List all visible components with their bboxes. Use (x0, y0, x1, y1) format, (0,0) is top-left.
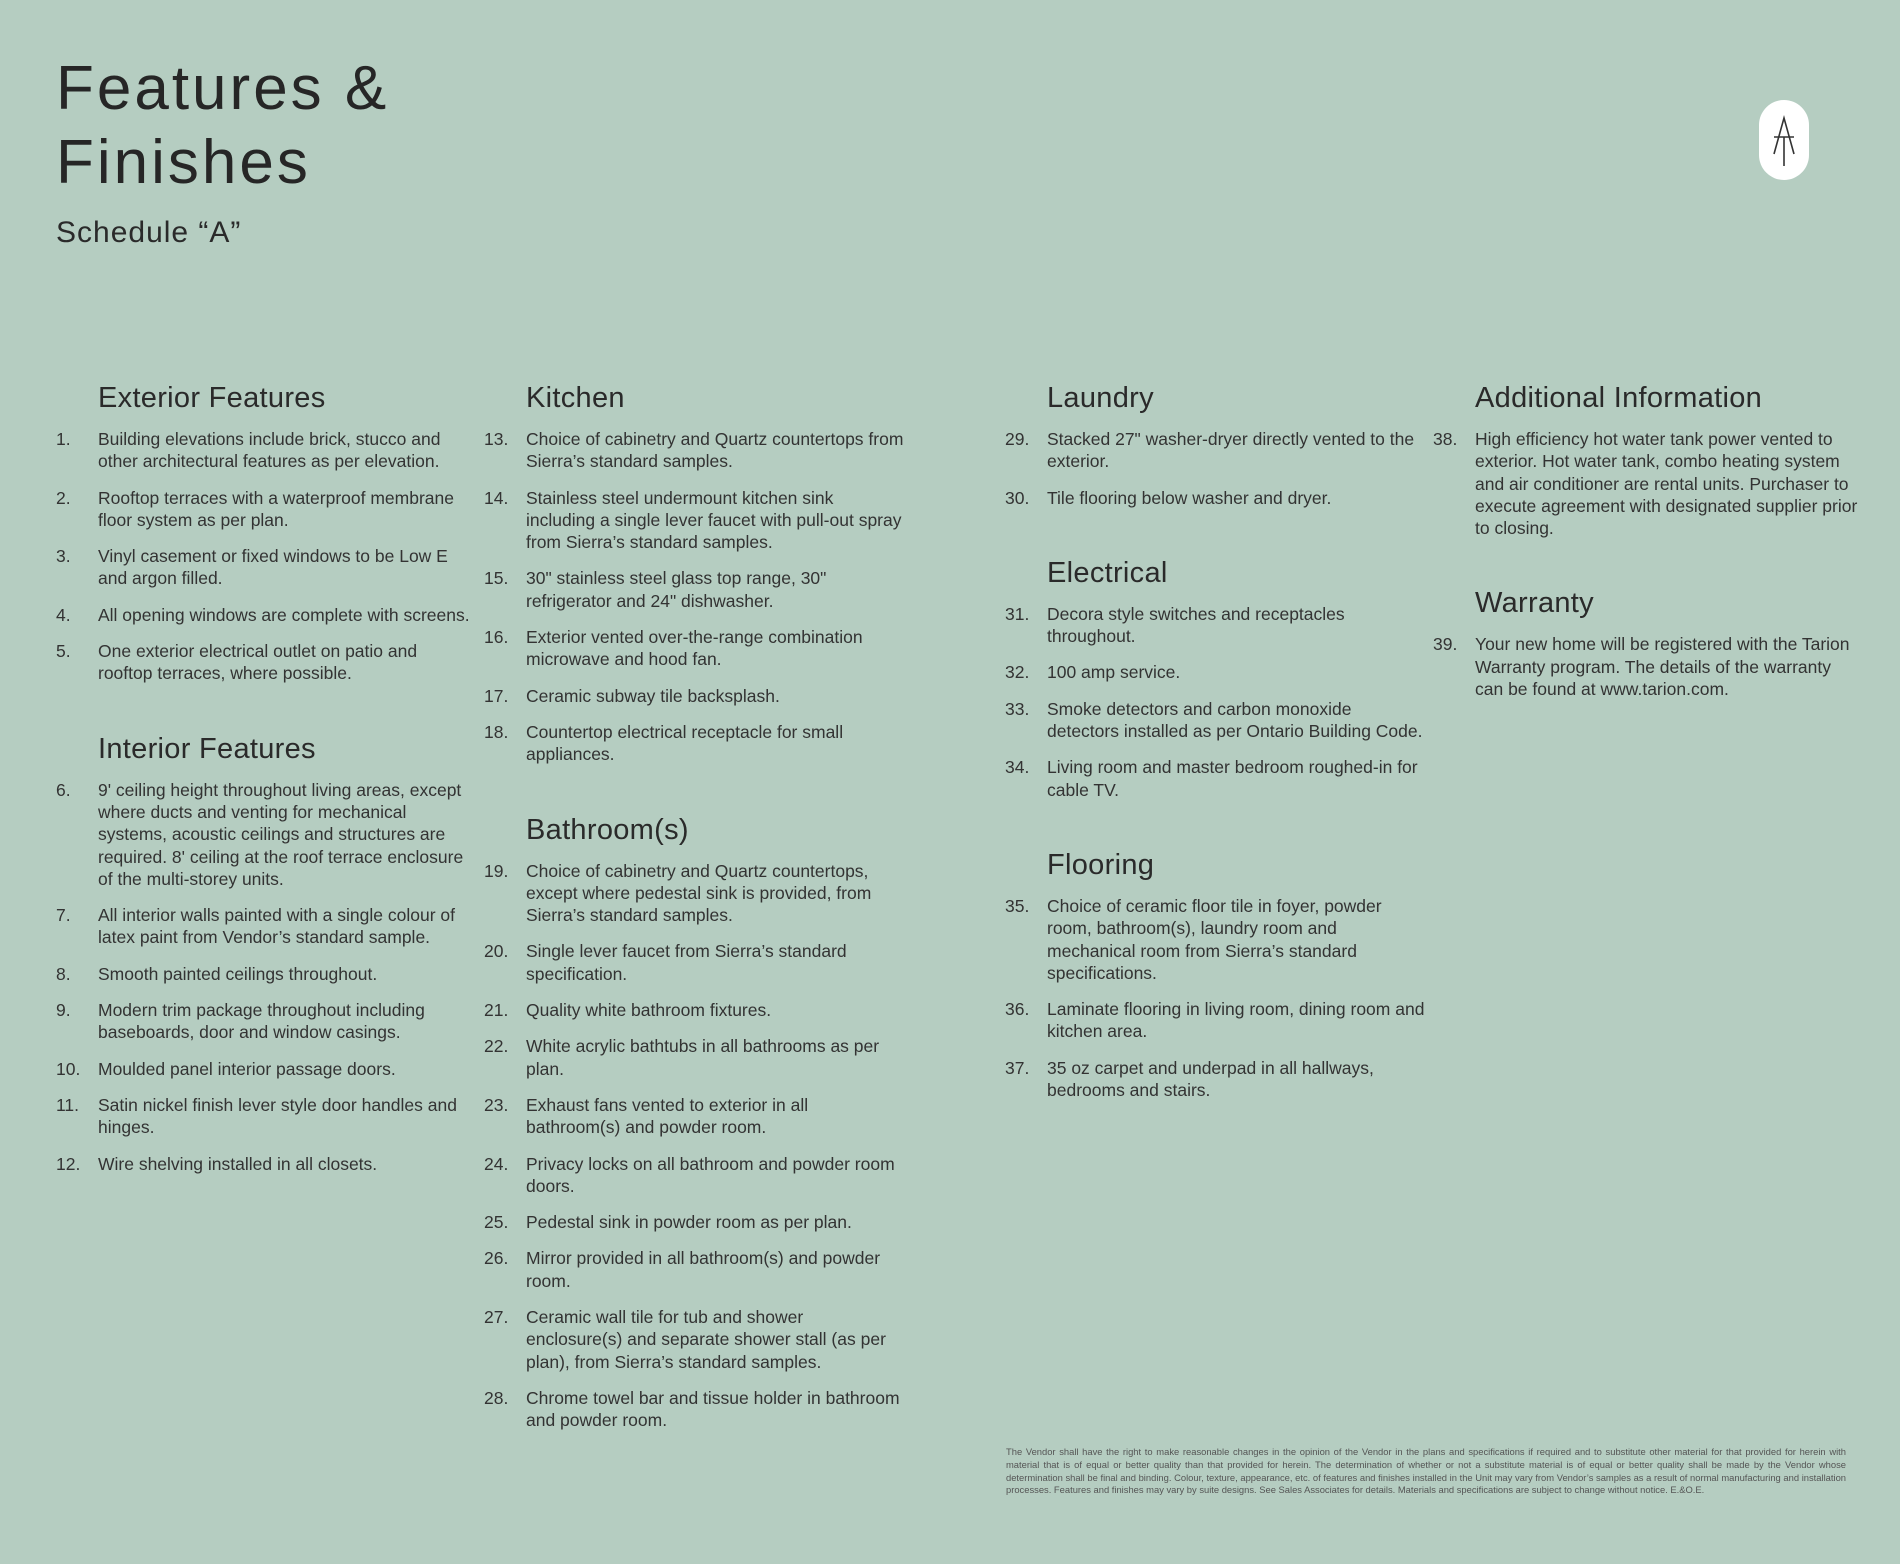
list-item (56, 1058, 476, 1080)
item-number: 1. (56, 429, 71, 449)
item-text: Your new home will be registered with the Tarion Warranty program. The details of the warranty can be found at www.tarion.com. (1475, 634, 1850, 700)
list-item (484, 721, 904, 766)
page-title (56, 52, 389, 200)
item-number: 35. (1005, 895, 1030, 916)
item-text: Modern trim package throughout including baseboards, door and window casings. (98, 1000, 425, 1043)
list-item (484, 1153, 904, 1198)
list-item (1005, 895, 1425, 984)
list-item (56, 904, 476, 949)
feature-list (484, 860, 904, 1432)
item-number: 34. (1005, 757, 1030, 778)
item-number: 11. (56, 1094, 80, 1115)
item-text: Mirror provided in all bathroom(s) and powder room. (526, 1248, 881, 1291)
list-item (1433, 633, 1863, 700)
item-text: Choice of cabinetry and Quartz countertops, except where pedestal sink is provided, from Sierra’s standard samples. (526, 860, 872, 926)
item-number: 39. (1433, 634, 1458, 655)
section-flooring (1005, 845, 1425, 1101)
list-item (1005, 1057, 1425, 1102)
item-text: Building elevations include brick, stucco and other architectural features as per elevation. (98, 429, 441, 472)
section-additional-information (1433, 378, 1863, 539)
item-number: 26. (484, 1248, 509, 1269)
item-number: 24. (484, 1153, 509, 1174)
item-number: 28. (484, 1387, 509, 1408)
section-laundry (1005, 378, 1425, 509)
section-title: Kitchen (526, 382, 625, 414)
item-text: Decora style switches and receptacles throughout. (1047, 603, 1345, 647)
list-item (1005, 756, 1425, 801)
feature-list (1005, 603, 1425, 801)
item-text: Quality white bathroom fixtures. (526, 1000, 772, 1021)
item-text: 9' ceiling height throughout living areas, except where ducts and venting for mechanical systems, acoustic ceilings and structures are required. 8' ceiling at the roof terrace enclosure of the multi-storey units. (98, 779, 464, 889)
legal-disclaimer: The Vendor shall have the right to make reasonable changes in the opinion of the Vendor in the plans and specifications if required and to substitute other material for that provided for herein with material that is of equal or better quality than that provided for herein. The determination of whether or not a substitute material is of equal or better quality shall be made by the Vendor whose determination shall be final and binding. Colour, texture, appearance, etc. of features and finishes installed in the Unit may vary from Vendor’s samples as a result of normal manufacturing and installation processes. Features and finishes may vary by suite designs. See Sales Associates for details. Materials and specifications are subject to change without notice. E.&O.E. (1006, 1446, 1846, 1496)
section-title: Bathroom(s) (526, 813, 689, 846)
item-number: 2. (56, 487, 71, 508)
item-text: Moulded panel interior passage doors. (98, 1058, 396, 1079)
item-number: 3. (56, 546, 71, 567)
item-text: Privacy locks on all bathroom and powder room doors. (526, 1153, 895, 1196)
item-number: 37. (1005, 1057, 1030, 1078)
item-number: 15. (484, 568, 509, 589)
list-item (56, 1094, 476, 1139)
item-text: Single lever faucet from Sierra’s standard specification. (526, 941, 847, 984)
item-number: 38. (1433, 429, 1458, 449)
section-title: Additional Information (1475, 382, 1763, 414)
feature-list (1433, 633, 1863, 700)
item-text: Stacked 27" washer-dryer directly vented to the exterior. (1047, 429, 1415, 472)
list-item (1005, 603, 1425, 648)
list-item (56, 428, 476, 473)
a-t-monogram-icon (1759, 100, 1809, 180)
item-text: All opening windows are complete with screens. (98, 604, 470, 625)
item-text: Choice of ceramic floor tile in foyer, powder room, bathroom(s), laundry room and mechanical room from Sierra’s standard specifications. (1047, 895, 1382, 983)
section-title: Exterior Features (98, 382, 326, 414)
item-number: 13. (484, 429, 509, 449)
list-item (56, 1153, 476, 1175)
item-number: 8. (56, 963, 71, 984)
item-text: Living room and master bedroom roughed-in for cable TV. (1047, 757, 1418, 800)
section-warranty (1433, 583, 1863, 700)
list-item (484, 1247, 904, 1292)
list-item (56, 487, 476, 532)
list-item (484, 1035, 904, 1080)
section-title: Laundry (1047, 382, 1154, 414)
item-text: 100 amp service. (1047, 662, 1181, 683)
list-item (484, 860, 904, 927)
item-number: 4. (56, 604, 71, 625)
feature-list (1005, 895, 1425, 1101)
column-1 (56, 378, 476, 1219)
list-item (484, 685, 904, 707)
section-exterior-features (56, 378, 476, 685)
item-number: 6. (56, 779, 71, 800)
list-item (56, 779, 476, 890)
item-text: Countertop electrical receptacle for small appliances. (526, 721, 844, 765)
item-number: 10. (56, 1058, 81, 1079)
list-item (1005, 698, 1425, 743)
item-number: 20. (484, 941, 509, 962)
item-number: 36. (1005, 999, 1030, 1020)
item-text: High efficiency hot water tank power vented to exterior. Hot water tank, combo heating system and air conditioner are rental units. Purchaser to execute agreement with designated supplier prior to closing. (1475, 429, 1858, 539)
item-text: Exterior vented over-the-range combination microwave and hood fan. (526, 627, 863, 670)
item-number: 23. (484, 1094, 509, 1115)
list-item (484, 1211, 904, 1233)
item-text: Ceramic wall tile for tub and shower enclosure(s) and separate shower stall (as per plan), from Sierra’s standard samples. (526, 1307, 886, 1372)
list-item (484, 567, 904, 612)
item-number: 25. (484, 1212, 509, 1233)
page-title-line-2: Finishes (56, 128, 311, 197)
column-2 (484, 378, 904, 1476)
item-number: 19. (484, 860, 509, 881)
section-electrical (1005, 553, 1425, 801)
page-title-line-1: Features & (56, 54, 390, 123)
feature-list (56, 428, 476, 685)
item-text: Chrome towel bar and tissue holder in bathroom and powder room. (526, 1387, 900, 1431)
item-text: Smoke detectors and carbon monoxide detectors installed as per Ontario Building Code. (1047, 698, 1423, 742)
item-text: Satin nickel finish lever style door handles and hinges. (98, 1094, 457, 1138)
list-item (484, 999, 904, 1021)
item-text: Ceramic subway tile backsplash. (526, 685, 780, 706)
item-number: 32. (1005, 662, 1030, 683)
section-title: Warranty (1475, 587, 1594, 620)
list-item (56, 999, 476, 1044)
list-item (1433, 428, 1863, 539)
section-title: Interior Features (98, 732, 316, 765)
item-text: 35 oz carpet and underpad in all hallways, bedrooms and stairs. (1047, 1057, 1374, 1101)
item-number: 17. (484, 685, 509, 706)
item-number: 9. (56, 1000, 71, 1021)
list-item (1005, 428, 1425, 473)
item-number: 27. (484, 1307, 509, 1328)
item-number: 21. (484, 1000, 509, 1021)
list-item (484, 428, 904, 473)
item-number: 14. (484, 487, 509, 508)
item-text: Exhaust fans vented to exterior in all bathroom(s) and powder room. (526, 1094, 809, 1138)
item-text: Rooftop terraces with a waterproof membrane floor system as per plan. (98, 487, 454, 530)
section-interior-features (56, 729, 476, 1175)
item-text: White acrylic bathtubs in all bathrooms as per plan. (526, 1036, 880, 1079)
item-text: Wire shelving installed in all closets. (98, 1153, 378, 1174)
item-number: 5. (56, 641, 71, 662)
section-title: Electrical (1047, 556, 1168, 589)
section-title: Flooring (1047, 848, 1155, 881)
section-bathrooms (484, 810, 904, 1432)
item-number: 33. (1005, 698, 1030, 719)
item-text: One exterior electrical outlet on patio and rooftop terraces, where possible. (98, 641, 418, 684)
item-text: Stainless steel undermount kitchen sink including a single lever faucet with pull-out spray from Sierra’s standard samples. (526, 487, 902, 553)
item-text: Smooth painted ceilings throughout. (98, 963, 378, 984)
list-item (484, 940, 904, 985)
item-number: 16. (484, 627, 509, 648)
feature-list (1005, 428, 1425, 509)
item-number: 31. (1005, 603, 1030, 624)
item-text: All interior walls painted with a single colour of latex paint from Vendor’s standard sample. (98, 905, 455, 948)
brand-logo (1759, 100, 1809, 180)
list-item (56, 963, 476, 985)
list-item (484, 487, 904, 554)
list-item (56, 604, 476, 626)
feature-list (484, 428, 904, 766)
section-kitchen (484, 378, 904, 766)
item-number: 12. (56, 1153, 81, 1174)
item-number: 7. (56, 905, 71, 926)
item-number: 18. (484, 721, 509, 742)
item-number: 30. (1005, 487, 1030, 508)
item-text: Vinyl casement or fixed windows to be Low E and argon filled. (98, 546, 448, 589)
item-text: Choice of cabinetry and Quartz countertops from Sierra’s standard samples. (526, 429, 904, 472)
item-text: 30" stainless steel glass top range, 30" refrigerator and 24" dishwasher. (526, 568, 827, 611)
item-number: 29. (1005, 429, 1030, 449)
list-item (1005, 661, 1425, 683)
list-item (1005, 998, 1425, 1043)
list-item (1005, 487, 1425, 509)
item-text: Laminate flooring in living room, dining room and kitchen area. (1047, 999, 1425, 1042)
column-4 (1433, 378, 1863, 744)
list-item (484, 1387, 904, 1432)
list-item (56, 640, 476, 685)
list-item (484, 1306, 904, 1373)
column-3 (1005, 378, 1425, 1145)
feature-list (1433, 428, 1863, 539)
list-item (484, 626, 904, 671)
list-item (56, 545, 476, 590)
item-number: 22. (484, 1036, 509, 1057)
page-subtitle: Schedule “A” (56, 216, 242, 249)
feature-list (56, 779, 476, 1175)
list-item (484, 1094, 904, 1139)
item-text: Pedestal sink in powder room as per plan. (526, 1212, 852, 1233)
item-text: Tile flooring below washer and dryer. (1047, 487, 1332, 508)
